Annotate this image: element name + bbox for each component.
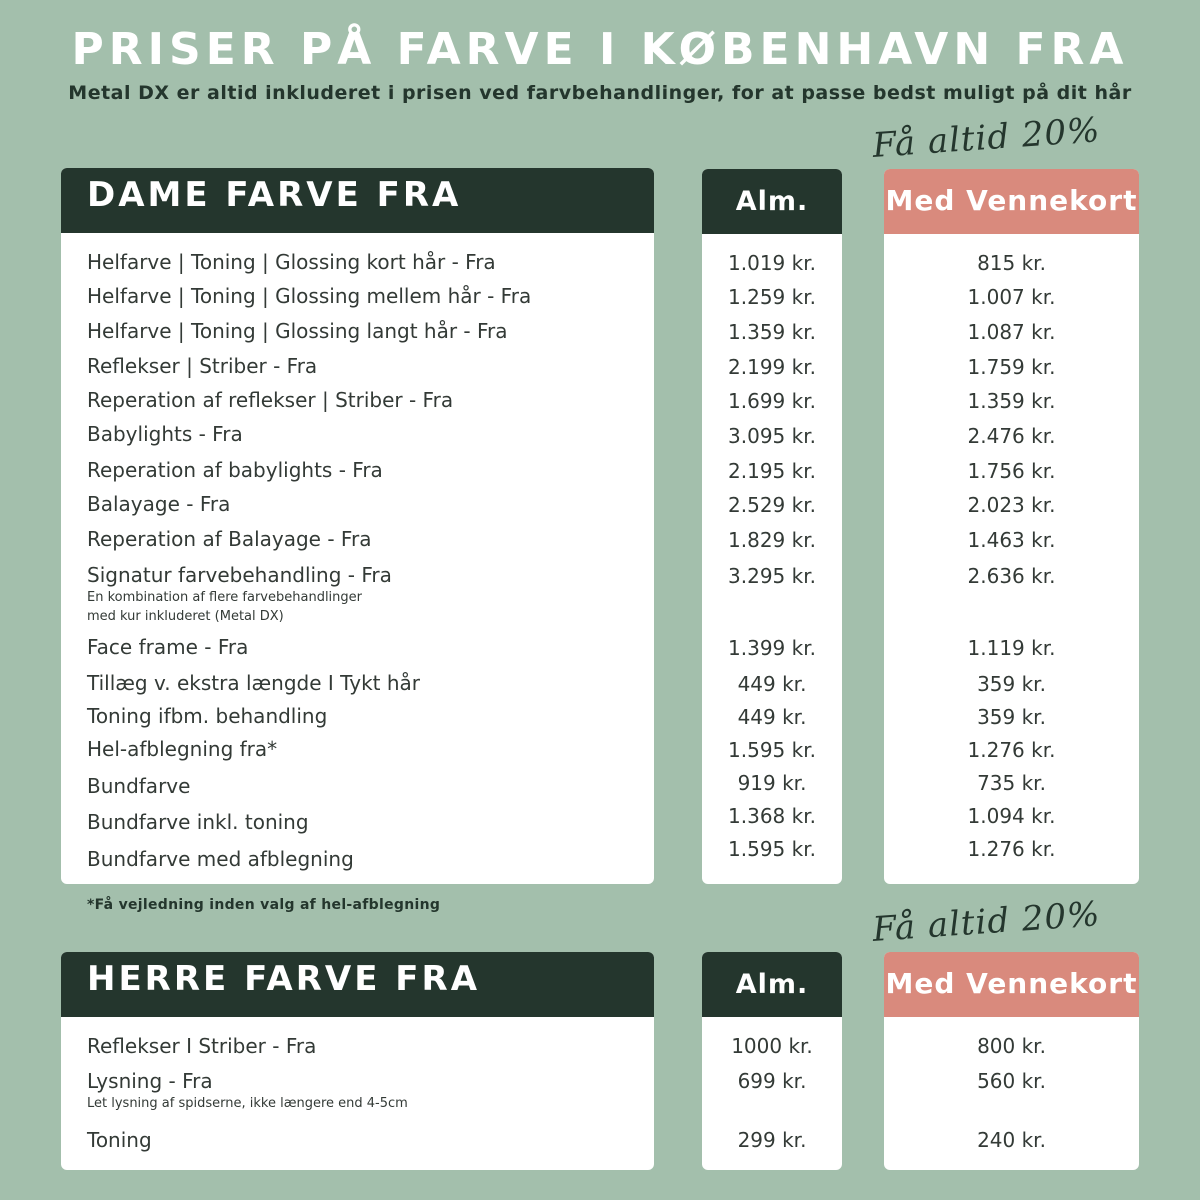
herre-header: HERRE FARVE FRA (61, 952, 654, 1017)
service-name: Babylights - Fra (87, 422, 243, 446)
service-row (61, 421, 654, 447)
dame-services-card (61, 168, 654, 884)
vennekort-price: 815 kr. (977, 251, 1046, 275)
service-note: En kombination af flere farvebehandlinger (87, 590, 363, 605)
service-row (61, 249, 654, 275)
vennekort-price: 560 kr. (977, 1069, 1046, 1093)
vennekort-price: 1.759 kr. (967, 355, 1056, 379)
dame-header: DAME FARVE FRA (61, 168, 654, 233)
alm-price: 1.595 kr. (728, 837, 816, 861)
herre-vennekort-card (884, 952, 1139, 1170)
service-name: Face frame - Fra (87, 635, 249, 659)
vennekort-price: 1.007 kr. (967, 285, 1056, 309)
dame-vennekort-card (884, 169, 1139, 884)
alm-price: 1.829 kr. (728, 528, 816, 552)
dame-alm-card (702, 169, 842, 884)
service-name: Helfarve | Toning | Glossing mellem hår - Fra (87, 284, 532, 308)
service-row (61, 318, 654, 344)
vennekort-price: 735 kr. (977, 771, 1046, 795)
vennekort-price: 359 kr. (977, 705, 1046, 729)
vennekort-price: 1.463 kr. (967, 528, 1056, 552)
alm-price: 299 kr. (737, 1128, 807, 1152)
herre-vennekort-header: Med Vennekort (884, 952, 1139, 1017)
service-row (61, 387, 654, 413)
dame-vennekort-header: Med Vennekort (884, 169, 1139, 234)
service-name: Toning ifbm. behandling (87, 704, 328, 728)
alm-price: 1.595 kr. (728, 738, 816, 762)
alm-price: 1.019 kr. (728, 251, 816, 275)
vennekort-price: 1.756 kr. (967, 459, 1056, 483)
service-name: Lysning - Fra (87, 1069, 213, 1093)
vennekort-price: 800 kr. (977, 1034, 1046, 1058)
alm-price: 2.199 kr. (728, 355, 816, 379)
herre-alm-header: Alm. (702, 952, 842, 1017)
service-name: Bundfarve (87, 774, 191, 798)
alm-price: 449 kr. (737, 705, 807, 729)
alm-price: 2.195 kr. (728, 459, 816, 483)
dame-footnote: *Få vejledning inden valg af hel-afblegning (87, 897, 441, 913)
service-row (61, 736, 654, 762)
service-name: Helfarve | Toning | Glossing langt hår - Fra (87, 319, 508, 343)
service-note: med kur inkluderet (Metal DX) (87, 609, 284, 624)
service-row (61, 283, 654, 309)
service-name: Hel-afblegning fra* (87, 737, 278, 761)
dame-promo-text: Få altid 20% (871, 110, 1102, 166)
service-row (61, 1127, 654, 1153)
vennekort-price: 2.636 kr. (967, 564, 1056, 588)
service-row (61, 809, 654, 835)
service-row (61, 491, 654, 517)
service-name: Tillæg v. ekstra længde I Tykt hår (87, 671, 420, 695)
alm-price: 2.529 kr. (728, 493, 816, 517)
vennekort-price: 1.276 kr. (967, 738, 1056, 762)
service-name: Toning (87, 1128, 152, 1152)
dame-alm-header: Alm. (702, 169, 842, 234)
alm-price: 1.699 kr. (728, 389, 816, 413)
vennekort-price: 1.119 kr. (967, 636, 1056, 660)
service-name: Reperation af reflekser | Striber - Fra (87, 388, 454, 412)
service-row (61, 634, 654, 660)
alm-price: 449 kr. (737, 672, 807, 696)
service-name: Reperation af babylights - Fra (87, 458, 383, 482)
service-row (61, 353, 654, 379)
service-name: Reflekser I Striber - Fra (87, 1034, 317, 1058)
service-row (61, 670, 654, 696)
service-name: Helfarve | Toning | Glossing kort hår - Fra (87, 250, 496, 274)
service-row (61, 1033, 654, 1059)
page-subtitle: Metal DX er altid inkluderet i prisen ved farvbehandlinger, for at passe bedst muligt på dit hår (68, 82, 1132, 104)
service-row (61, 1068, 654, 1113)
alm-price: 1.368 kr. (728, 804, 816, 828)
page-title: PRISER PÅ FARVE I KØBENHAVN FRA (71, 24, 1129, 75)
vennekort-price: 1.359 kr. (967, 389, 1056, 413)
service-row (61, 773, 654, 799)
alm-price: 1.399 kr. (728, 636, 816, 660)
vennekort-price: 1.276 kr. (967, 837, 1056, 861)
alm-price: 1.259 kr. (728, 285, 816, 309)
service-row (61, 457, 654, 483)
herre-promo-text: Få altid 20% (871, 894, 1102, 950)
vennekort-price: 240 kr. (977, 1128, 1046, 1152)
alm-price: 3.095 kr. (728, 424, 816, 448)
service-row (61, 526, 654, 552)
service-name: Signatur farvebehandling - Fra (87, 563, 392, 587)
service-row (61, 562, 654, 626)
herre-alm-card (702, 952, 842, 1170)
service-name: Bundfarve inkl. toning (87, 810, 309, 834)
vennekort-price: 1.087 kr. (967, 320, 1056, 344)
vennekort-price: 2.023 kr. (967, 493, 1056, 517)
service-note: Let lysning af spidserne, ikke længere end 4-5cm (87, 1096, 408, 1111)
service-row (61, 703, 654, 729)
alm-price: 1.359 kr. (728, 320, 816, 344)
service-name: Bundfarve med afblegning (87, 847, 354, 871)
alm-price: 3.295 kr. (728, 564, 816, 588)
vennekort-price: 2.476 kr. (967, 424, 1056, 448)
vennekort-price: 359 kr. (977, 672, 1046, 696)
service-name: Reflekser | Striber - Fra (87, 354, 318, 378)
service-name: Reperation af Balayage - Fra (87, 527, 372, 551)
service-name: Balayage - Fra (87, 492, 231, 516)
service-row (61, 846, 654, 872)
herre-services-card (61, 952, 654, 1170)
alm-price: 1000 kr. (731, 1034, 813, 1058)
alm-price: 919 kr. (737, 771, 807, 795)
vennekort-price: 1.094 kr. (967, 804, 1056, 828)
alm-price: 699 kr. (737, 1069, 807, 1093)
